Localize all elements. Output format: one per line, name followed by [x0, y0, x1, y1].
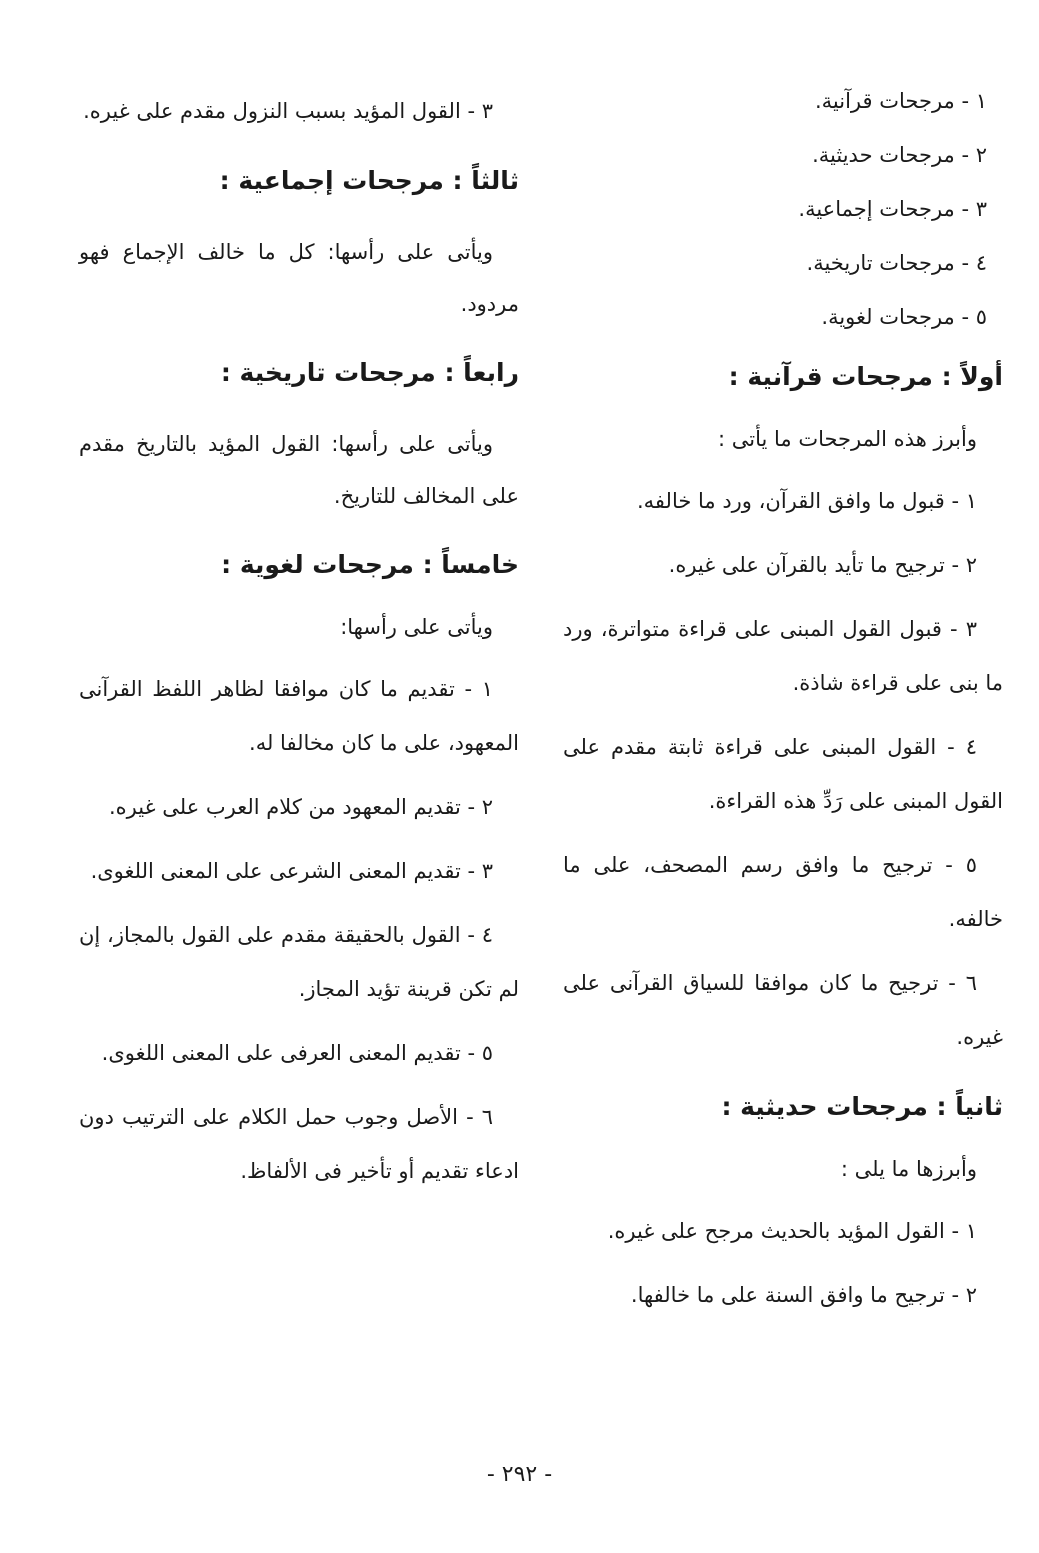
list-item: ١ - قبول ما وافق القرآن، ورد ما خالفه. [636, 489, 977, 513]
left-column [79, 84, 519, 1208]
paragraph: ويأتى على رأسها: كل ما خالف الإجماع فهو مردود. [79, 240, 519, 316]
list-item: ٦ - ترجيح ما كان موافقا للسياق القرآنى على غيره. [563, 971, 1003, 1049]
list-item: ٥ - تقديم المعنى العرفى على المعنى اللغوى. [101, 1041, 493, 1065]
list-item: ١ - تقديم ما كان موافقا لظاهر اللفظ القرآنى المعهود، على ما كان مخالفا له. [79, 677, 519, 755]
list-item: ٢ - ترجيح ما وافق السنة على ما خالفها. [630, 1283, 977, 1307]
categories-list [563, 84, 1003, 334]
list-item: ٥ - مرجحات لغوية. [821, 305, 987, 329]
section-heading-quran: أولاً : مرجحات قرآنية : [728, 362, 1003, 391]
paragraph: وأبرز هذه المرجحات ما يأتى : [717, 427, 977, 451]
list-item: ٤ - القول بالحقيقة مقدم على القول بالمجاز، إن لم تكن قرينة تؤيد المجاز. [79, 923, 519, 1001]
language-items [79, 662, 519, 1198]
list-item: ٢ - مرجحات حديثية. [812, 143, 987, 167]
section-heading-history: رابعاً : مرجحات تاريخية : [220, 358, 519, 387]
section-heading-consensus: ثالثاً : مرجحات إجماعية : [219, 166, 519, 195]
list-item: ٥ - ترجيح ما وافق رسم المصحف، على ما خالفه. [563, 853, 1003, 931]
list-item: ٤ - مرجحات تاريخية. [806, 251, 987, 275]
section-heading-language: خامساً : مرجحات لغوية : [221, 550, 519, 579]
list-item: ١ - القول المؤيد بالحديث مرجح على غيره. [607, 1219, 977, 1243]
list-item: ٤ - القول المبنى على قراءة ثابتة مقدم على القول المبنى على رَدِّ هذه القراءة. [563, 735, 1003, 813]
list-item: ٣ - القول المؤيد بسبب النزول مقدم على غيره. [83, 99, 493, 123]
paragraph: وأبرزها ما يلى : [840, 1157, 977, 1181]
paragraph: ويأتى على رأسها: [340, 615, 493, 639]
list-item: ٢ - ترجيح ما تأيد بالقرآن على غيره. [668, 553, 977, 577]
paragraph: ويأتى على رأسها: القول المؤيد بالتاريخ مقدم على المخالف للتاريخ. [79, 432, 519, 508]
hadith-items [563, 1204, 1003, 1322]
right-column [563, 84, 1003, 1332]
quran-items [563, 474, 1003, 1064]
list-item: ٣ - مرجحات إجماعية. [798, 197, 987, 221]
section-heading-hadith: ثانياً : مرجحات حديثية : [721, 1092, 1003, 1121]
list-item: ٦ - الأصل وجوب حمل الكلام على الترتيب دون ادعاء تقديم أو تأخير فى الألفاظ. [79, 1105, 519, 1183]
list-item: ٢ - تقديم المعهود من كلام العرب على غيره. [108, 795, 493, 819]
list-item: ١ - مرجحات قرآنية. [814, 89, 987, 113]
list-item: ٣ - قبول القول المبنى على قراءة متواترة، ورد ما بنى على قراءة شاذة. [563, 617, 1003, 695]
list-item: ٣ - تقديم المعنى الشرعى على المعنى اللغوى. [90, 859, 493, 883]
continued-items [79, 84, 519, 138]
page-number: - ٢٩٢ - [486, 1462, 553, 1487]
